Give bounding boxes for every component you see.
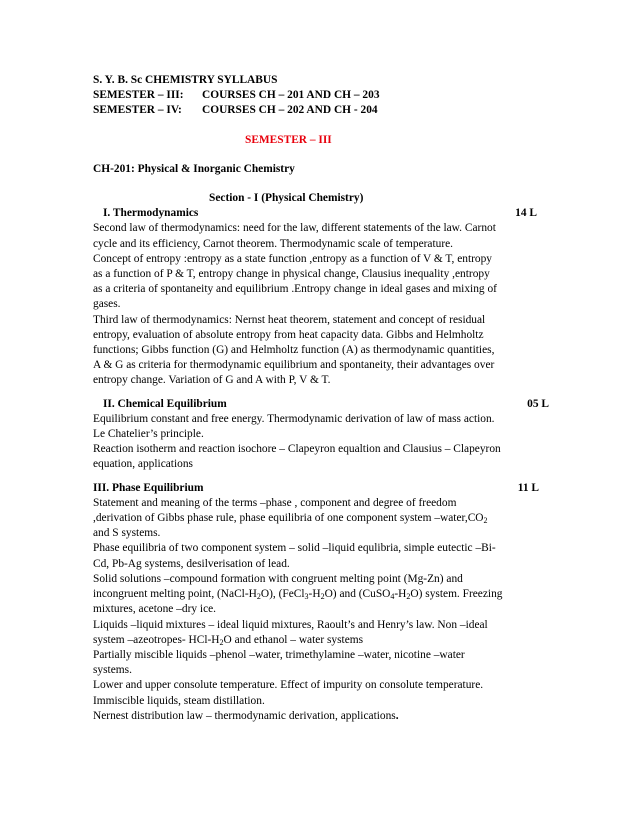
semester-4-courses: [93, 103, 553, 118]
semester-4-course-list: COURSES CH – 202 AND CH - 204: [202, 104, 378, 117]
text-line: Third law of thermodynamics: Nernst heat theorem, statement and concept of residual: [93, 313, 486, 326]
semester-3-courses: [93, 88, 553, 103]
unit-heading-chemical-equilibrium: [93, 397, 553, 412]
unit-heading-phase-equilibrium: [93, 481, 553, 496]
text-line: and S systems.: [93, 527, 161, 540]
unit-hours: 05 L: [527, 397, 549, 410]
document-page: [93, 73, 553, 724]
text-line: system –azeotropes- HCl-$H_2O$ and ethanol – water systems: [93, 633, 364, 647]
text-line: entropy change. Variation of G and A with P, V & T.: [93, 374, 331, 387]
text-line: Second law of thermodynamics: need for the law, different statements of the law. Carnot: [93, 222, 496, 235]
unit-body-chemical-equilibrium: [93, 412, 553, 473]
text-line: entropy, evaluation of absolute entropy from heat capacity data. Gibbs and Helmholtz: [93, 328, 484, 341]
text-line: systems.: [93, 664, 132, 677]
text-line: incongruent melting point, $(NaCl-H_2O)$, $(FeCl_3-H_2O)$ and $(CuSO_4-H_2O)$ system. Freezing: [93, 588, 503, 602]
text-line: Equilibrium constant and free energy. Thermodynamic derivation of law of mass action.: [93, 412, 495, 425]
syllabus-title: S. Y. B. Sc CHEMISTRY SYLLABUS: [93, 74, 278, 86]
text-line: functions; Gibbs function (G) and Helmholtz function (A) as thermodynamic quantities,: [93, 344, 495, 357]
semester-3-course-list: COURSES CH – 201 AND CH – 203: [202, 89, 380, 102]
text-line: Lower and upper consolute temperature. Effect of impurity on consolute temperature.: [93, 679, 484, 692]
unit-title: II. Chemical Equilibrium: [103, 397, 227, 410]
section-title: Section - I (Physical Chemistry): [209, 192, 364, 205]
semester-heading: SEMESTER – III: [245, 133, 332, 146]
text-line: as a criteria of spontaneity and equilibrium .Entropy change in ideal gases and mixing of: [93, 283, 497, 296]
text-line: mixtures, acetone –dry ice.: [93, 603, 217, 616]
unit-body-phase-equilibrium: [93, 496, 553, 724]
text-line: as a function of P & T, entropy change in physical change, Clausius inequality ,entropy: [93, 268, 490, 281]
text-line: ,derivation of Gibbs phase rule, phase equilibria of one component system $-water,CO_2$: [93, 512, 488, 526]
text-line: cycle and its efficiency, Carnot theorem. Thermodynamic scale of temperature.: [93, 237, 454, 250]
text-line: Immiscible liquids, steam distillation.: [93, 694, 265, 707]
text-line: gases.: [93, 298, 121, 311]
text-line: Concept of entropy :entropy as a state function ,entropy as a function of V & T, entropy: [93, 252, 492, 265]
text-line: Solid solutions –compound formation with congruent melting point (Mg-Zn) and: [93, 572, 463, 585]
unit-title: III. Phase Equilibrium: [93, 481, 204, 494]
unit-title: I. Thermodynamics: [103, 207, 199, 220]
text-line: Nernest distribution law – thermodynamic derivation, applications.: [93, 709, 399, 722]
unit-hours: 14 L: [515, 207, 537, 220]
course-title: CH-201: Physical & Inorganic Chemistry: [93, 162, 295, 175]
text-line: Partially miscible liquids –phenol –water, trimethylamine –water, nicotine –water: [93, 648, 465, 661]
text-line: Le Chatelier’s principle.: [93, 428, 204, 441]
text-line: Reaction isotherm and reaction isochore – Clapeyron equaltion and Clausius – Clapeyron: [93, 443, 501, 456]
unit-hours: 11 L: [517, 481, 539, 494]
text-line: A & G as criteria for thermodynamic equilibrium and spontaneity, their advantages over: [93, 359, 495, 372]
text-line: Liquids –liquid mixtures – ideal liquid mixtures, Raoult’s and Henry’s law. Non –ideal: [93, 618, 488, 631]
semester-3-label: SEMESTER – III:: [93, 89, 184, 102]
text-line: equation, applications: [93, 458, 193, 471]
semester-4-label: SEMESTER – IV:: [93, 104, 182, 117]
text-line: Phase equilibria of two component system – solid –liquid equlibria, simple eutectic –Bi-: [93, 542, 496, 555]
text-line: Cd, Pb-Ag systems, desilverisation of lead.: [93, 557, 290, 570]
text-line: Statement and meaning of the terms –phase , component and degree of freedom: [93, 496, 457, 509]
unit-heading-thermodynamics: [93, 206, 553, 221]
unit-body-thermodynamics: [93, 221, 553, 388]
